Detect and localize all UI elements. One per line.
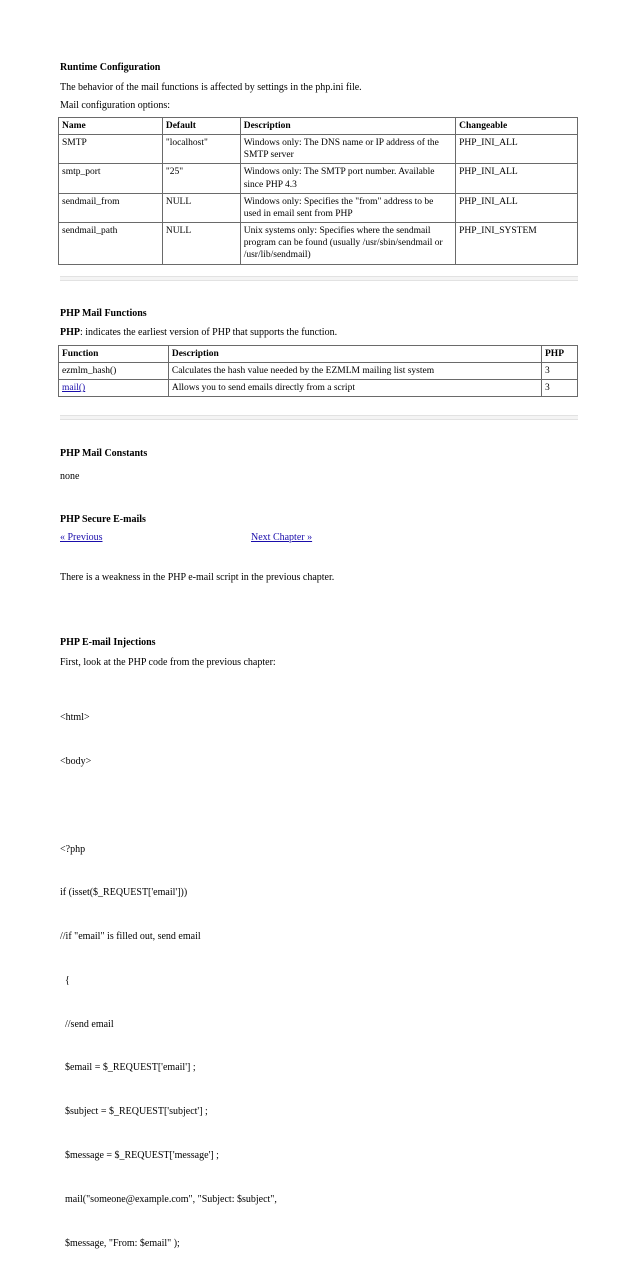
table-cell: sendmail_from [59,193,163,222]
code-line: $message = $_REQUEST['message'] ; [60,1150,219,1161]
table-row [59,363,578,380]
mail-functions-table [58,345,578,397]
next-chapter-link[interactable]: Next Chapter » [251,532,313,543]
table-cell: NULL [162,193,240,222]
table-cell: PHP_INI_ALL [456,135,578,164]
column-header: Description [168,346,541,363]
injections-heading: PHP E-mail Injections [60,637,156,648]
runtime-heading: Runtime Configuration [60,62,161,73]
code-line: $email = $_REQUEST['email'] ; [60,1062,196,1074]
code-line: <body> [60,755,92,767]
table-cell: "localhost" [162,135,240,164]
constants-value: none [60,471,80,482]
column-header: Default [162,118,240,135]
table-cell: PHP_INI_SYSTEM [456,223,578,264]
code-line: if (isset($_REQUEST['email'])) [60,887,188,899]
column-header: PHP [542,346,578,363]
table-row [59,380,578,397]
table-cell: Calculates the hash value needed by the EZMLM mailing list system [168,363,541,380]
column-header: Name [59,118,163,135]
table-row [59,193,578,222]
column-header: Function [59,346,169,363]
table-header-row [59,346,578,363]
table-cell: smtp_port [59,164,163,193]
table-row [59,164,578,193]
constants-heading: PHP Mail Constants [60,448,148,459]
functions-note-strong: PHP [60,327,80,338]
code-line: { [60,974,70,986]
code-line: <?php [60,843,86,855]
functions-heading: PHP Mail Functions [60,308,147,319]
table-row [59,135,578,164]
table-cell: "25" [162,164,240,193]
mail-function-link[interactable]: mail() [62,383,86,394]
code-line: mail("someone@example.com", "Subject: $subject", [60,1193,277,1205]
previous-link[interactable]: « Previous [60,532,103,543]
table-cell: 3 [542,380,578,397]
table-cell: PHP_INI_ALL [456,193,578,222]
code-line: //send email [60,1018,114,1030]
code-line: $message, "From: $email" ); [60,1237,180,1249]
runtime-options-label: Mail configuration options: [60,100,170,111]
table-cell: PHP_INI_ALL [456,164,578,193]
code-line: <html> [60,712,90,724]
functions-note [60,326,337,339]
table-cell [59,380,169,397]
column-header: Description [240,118,455,135]
table-cell: sendmail_path [59,223,163,264]
php-code-block [60,682,277,1280]
table-cell: Windows only: Specifies the "from" address to be used in email sent from PHP [240,193,455,222]
table-header-row [59,118,578,135]
runtime-intro: The behavior of the mail functions is affected by settings in the php.ini file. [60,82,362,93]
table-cell: Windows only: The DNS name or IP address of the SMTP server [240,135,455,164]
table-cell: 3 [542,363,578,380]
table-cell: Unix systems only: Specifies where the sendmail program can be found (usually /usr/sbin/sendmail or /usr/lib/sendmail) [240,223,455,264]
functions-note-text: : indicates the earliest version of PHP that supports the function. [80,327,338,338]
section-divider [60,276,578,281]
secure-text: There is a weakness in the PHP e-mail script in the previous chapter. [60,572,335,583]
section-divider [60,415,578,420]
injections-intro: First, look at the PHP code from the previous chapter: [60,657,276,668]
table-cell: NULL [162,223,240,264]
code-line: //if "email" is filled out, send email [60,931,201,943]
table-cell: SMTP [59,135,163,164]
table-cell: Windows only: The SMTP port number. Available since PHP 4.3 [240,164,455,193]
column-header: Changeable [456,118,578,135]
table-row [59,223,578,264]
code-line [60,799,277,814]
table-cell: Allows you to send emails directly from a script [168,380,541,397]
secure-heading: PHP Secure E-mails [60,514,146,525]
table-cell: ezmlm_hash() [59,363,169,380]
code-line: $subject = $_REQUEST['subject'] ; [60,1106,208,1118]
runtime-config-table [58,117,578,265]
